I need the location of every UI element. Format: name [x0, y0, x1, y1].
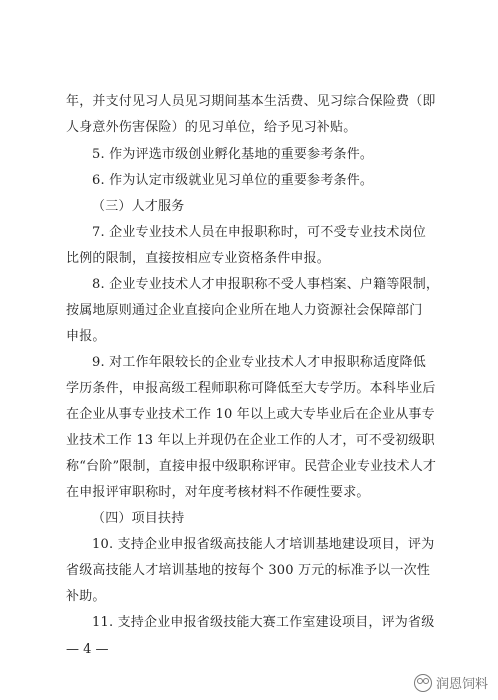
text-line: 按属地原则通过企业直接向企业所在地人力资源社会保障部门	[66, 303, 423, 318]
watermark	[414, 673, 488, 692]
section-heading: （四）项目扶持	[92, 511, 185, 526]
text-line: 6. 作为认定市级就业见习单位的重要参考条件。	[92, 173, 374, 188]
text-line: 9. 对工作年限较长的企业专业技术人才申报职称适度降低	[92, 355, 426, 370]
text-line: 学历条件，申报高级工程师职称可降低至大专学历。本科毕业后	[66, 381, 436, 396]
text-line: 称“台阶”限制，直接申报中级职称评审。民营企业专业技术人才	[66, 459, 437, 474]
text-line: 10. 支持企业申报省级高技能人才培训基地建设项目，评为	[92, 537, 435, 552]
text-line: 7. 企业专业技术人员在申报职称时，可不受专业技术岗位	[92, 225, 426, 240]
watermark-text: 润恩饲料	[435, 677, 488, 692]
text-line: 业技术工作 13 年以上并现仍在企业工作的人才，可不受初级职	[66, 433, 435, 448]
text-line: 年，并支付见习人员见习期间基本生活费、见习综合保险费（即	[66, 94, 436, 109]
wechat-icon	[414, 674, 432, 692]
text-line: 申报。	[66, 329, 106, 344]
text-line: 11. 支持企业申报省级技能大赛工作室建设项目，评为省级	[92, 615, 435, 630]
section-heading: （三）人才服务	[92, 199, 185, 214]
text-line: 8. 企业专业技术人才申报职称不受人事档案、户籍等限制，	[92, 277, 440, 292]
text-line: 补助。	[66, 589, 106, 604]
page-number: — 4 —	[66, 642, 109, 657]
text-line: 省级高技能人才培训基地的按每个 300 万元的标准予以一次性	[66, 563, 431, 578]
text-line: 比例的限制，直接按相应专业资格条件申报。	[66, 251, 331, 266]
text-line: 5. 作为评选市级创业孵化基地的重要参考条件。	[92, 147, 374, 162]
text-line: 在企业从事专业技术工作 10 年以上或大专毕业后在企业从事专	[66, 407, 435, 422]
text-line: 人身意外伤害保险）的见习单位，给予见习补贴。	[66, 120, 357, 135]
text-line: 在申报评审职称时，对年度考核材料不作硬性要求。	[66, 485, 370, 500]
